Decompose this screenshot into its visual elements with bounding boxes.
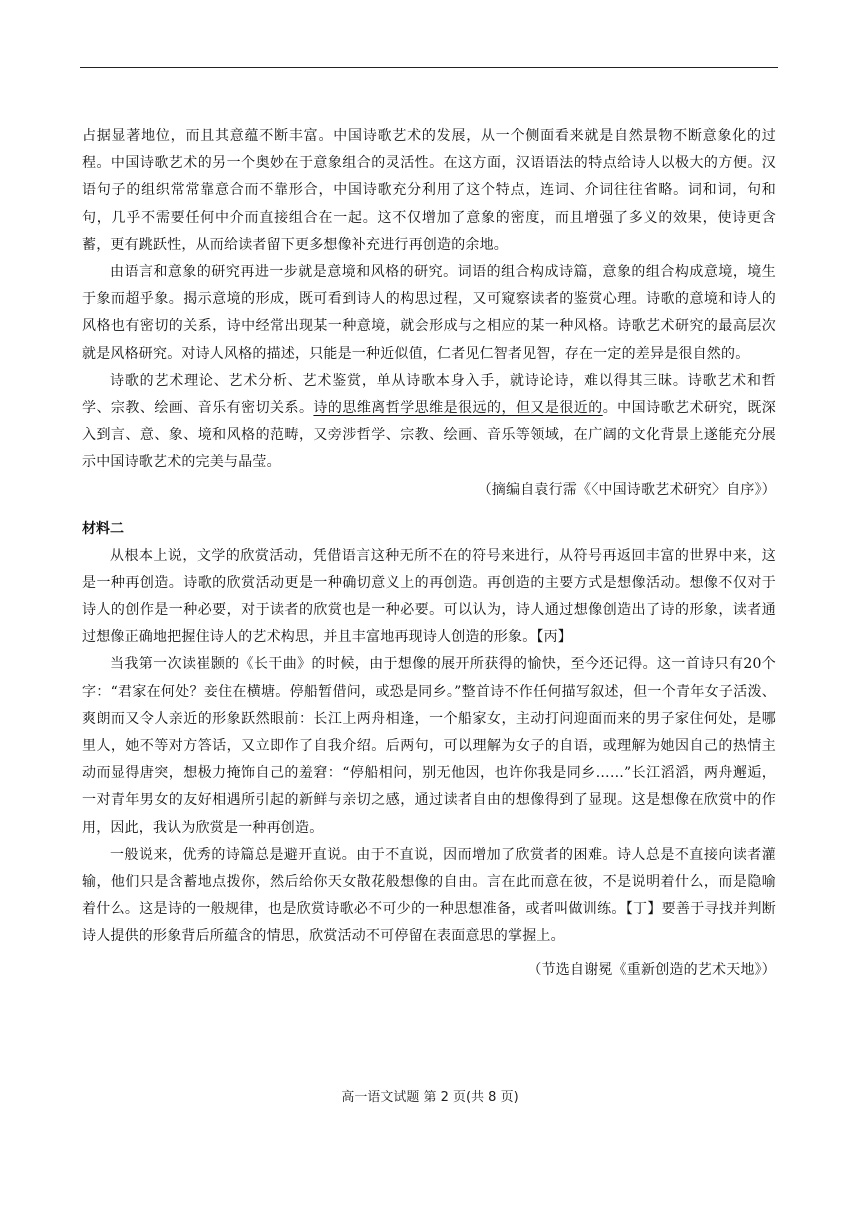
paragraph-art-theory [82,368,776,477]
paragraph-continued: 占据显著地位，而且其意蕴不断丰富。中国诗歌艺术的发展，从一个侧面看来就是自然景物不断意象化的过程。中国诗歌艺术的另一个奥妙在于意象组合的灵活性。在这方面，汉语语法的特点给诗人以极大的方便。汉语句子的组织常常靠意合而不靠形合，中国诗歌充分利用了这个特点，连词、介词往往省略。词和词，句和句，几乎不需要任何中介而直接组合在一起。这不仅增加了意象的密度，而且增强了多义的效果，使诗更含蓄，更有跳跃性，从而给读者留下更多想像补充进行再创造的余地。 [82,128,776,253]
citation-material-2: （节选自谢冕《重新创造的艺术天地》） [527,961,776,978]
paragraph-style-research: 由语言和意象的研究再进一步就是意境和风格的研究。词语的组合构成诗篇，意象的组合构成意境，境生于象而超乎象。揭示意境的形成，既可看到诗人的构思过程，又可窥察读者的鉴赏心理。诗歌的意境和诗人的风格也有密切的关系，诗中经常出现某一种意境，就会形成与之相应的某一种风格。诗歌艺术研究的最高层次就是风格研究。对诗人风格的描述，只能是一种近似值，仁者见仁智者见智，存在一定的差异是很自然的。 [82,264,776,362]
text-before-underline: 诗歌的艺术理论、艺术分析、艺术鉴赏，单从诗歌本身入手，就诗论诗，难以得其三昧。诗歌艺术和哲学、宗教、绘画、音乐有密切关系。 [82,372,776,417]
paragraph-indirect-expression: 一般说来，优秀的诗篇总是避开直说。由于不直说，因而增加了欣赏者的困难。诗人总是不直接向读者灌输，他们只是含蓄地点拨你，然后给你天女散花般想像的自由。言在此而意在彼，不是说明着什么，而是隐喻着什么。这是诗的一般规律，也是欣赏诗歌必不可少的一种思想准备，或者叫做训练。【丁】要善于寻找并判断诗人提供的形象背后所蕴含的情思，欣赏活动不可停留在表面意思的掌握上。 [82,846,776,945]
page-content [82,123,776,984]
header-rule [80,67,778,68]
citation-material-1: （摘编自袁行霈《〈中国诗歌艺术研究〉自序》） [477,481,776,498]
underlined-sentence: 诗的思维离哲学思维是很远的，但又是很近的 [313,400,603,417]
text-after-underline: 。中国诗歌艺术研究，既深入到言、意、象、境和风格的范畴，又旁涉哲学、宗教、绘画、音乐等领域，在广阔的文化背景上遂能充分展示中国诗歌艺术的完美与晶莹。 [82,400,777,471]
paragraph-changgan-qu: 当我第一次读崔颢的《长干曲》的时候，由于想像的展开所获得的愉快，至今还记得。这一首诗只有20个字：“君家在何处？妾住在横塘。停船暂借问，或恐是同乡。”整首诗不作任何描写叙述，但一个青年女子活泼、爽朗而又令人亲近的形象跃然眼前：长江上两舟相逢，一个船家女，主动打问迎面而来的男子家住何处，是哪里人，她不等对方答话，又立即作了自我介绍。后两句，可以理解为女子的自语，或理解为她因自己的热情主动而显得唐突，想极力掩饰自己的羞窘：“停船相问，别无他因，也许你我是同乡……”长江滔滔，两舟邂逅，一对青年男女的友好相遇所引起的新鲜与亲切之感，通过读者自由的想像得到了显现。这是想像在欣赏中的作用，因此，我认为欣赏是一种再创造。 [82,656,776,836]
page-footer: 高一语文试题 第 2 页(共 8 页) [341,1090,519,1105]
paragraph-recreation: 从根本上说，文学的欣赏活动，凭借语言这种无所不在的符号来进行，从符号再返回丰富的世界中来，这是一种再创造。诗歌的欣赏活动更是一种确切意义上的再创造。再创造的主要方式是想像活动。想像不仅对于诗人的创作是一种必要，对于读者的欣赏也是一种必要。可以认为，诗人通过想像创造出了诗的形象，读者通过想像正确地把握住诗人的艺术构思，并且丰富地再现诗人创造的形象。【丙】 [82,547,776,646]
section-heading-material-2: 材料二 [82,520,124,537]
